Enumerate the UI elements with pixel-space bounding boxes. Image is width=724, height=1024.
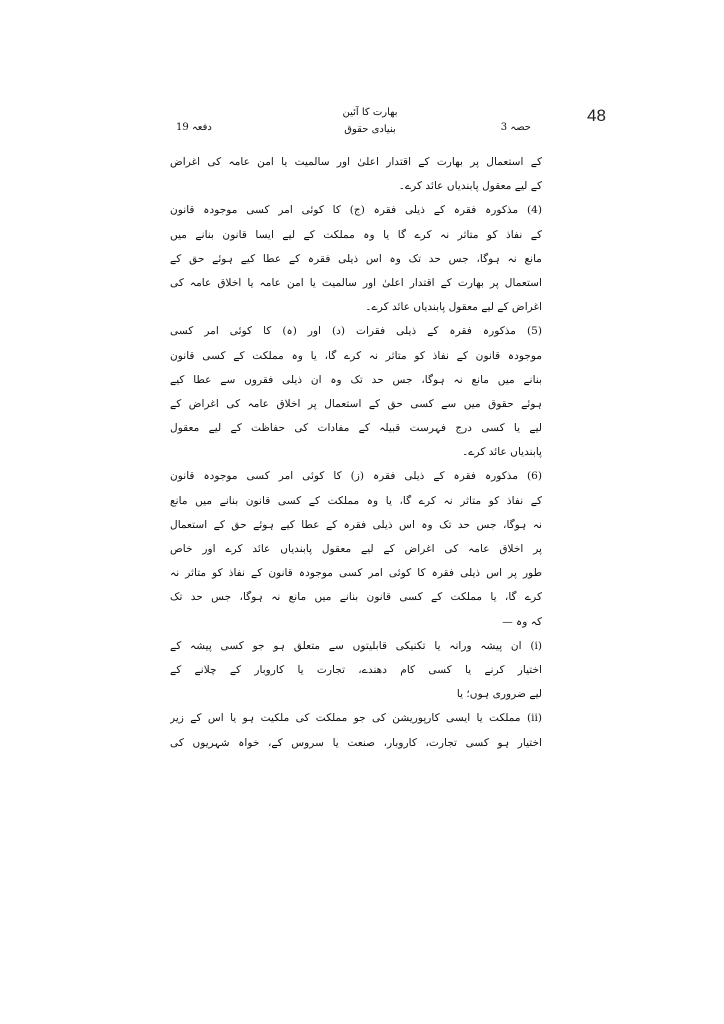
text-line: (4) مذکورہ فقرہ کے ذیلی فقرہ (ج) کا کوئی امر کسی موجودہ قانون — [170, 204, 542, 217]
text-line: اغراض کے لیے معقول پابندیاں عائد کرے۔ — [365, 301, 542, 314]
text-line: کے لیے معقول پابندیاں عائد کرے۔ — [398, 180, 542, 193]
text-line: موجودہ قانون کے نفاذ کو متاثر نہ کرے گا، یا وہ مملکت کے کسی قانون — [170, 349, 542, 362]
text-line: لیے ضروری ہوں؛ یا — [456, 688, 542, 701]
book-title: بھارت کا آئین — [342, 107, 398, 118]
text-line: کہ وہ — — [502, 615, 542, 628]
text-line: مانع نہ ہوگا، جس حد تک وہ اس ذیلی فقرہ کے عطا کیے ہوئے حق کے — [170, 252, 542, 265]
page-number: 48 — [587, 106, 606, 125]
text-line: بنانے میں مانع نہ ہوگا، جس حد تک وہ ان ذیلی فقروں سے عطا کیے — [170, 373, 542, 386]
text-line: کرے گا، یا مملکت کے کسی قانون بنانے میں مانع نہ ہوگا، جس حد تک — [170, 591, 542, 604]
text-line: پابندیاں عائد کرے۔ — [462, 446, 542, 459]
running-header — [300, 104, 440, 138]
part-label: حصہ 3 — [500, 122, 531, 133]
chapter-title: بنیادی حقوق — [344, 124, 396, 135]
text-line: کے نفاذ کو متاثر نہ کرے گا یا وہ مملکت کے لیے ایسا قانون بنانے میں — [170, 228, 542, 241]
text-line: (i) ان پیشہ ورانہ یا تکنیکی قابلیتوں سے متعلق ہو جو کسی پیشہ کے — [170, 639, 542, 652]
text-line: کے استعمال پر بھارت کے اقتدار اعلیٰ اور سالمیت یا امن عامہ کی اغراض — [170, 156, 542, 168]
text-line: اختیار کرنے یا کسی کام دھندے، تجارت یا کاروبار کے چلانے کے — [170, 663, 542, 676]
text-line: کے نفاذ کو متاثر نہ کرے گا، یا وہ مملکت کے کسی قانون بنانے میں مانع — [170, 494, 542, 507]
text-line: نہ ہوگا، جس حد تک وہ اس ذیلی فقرہ کے عطا کیے ہوئے حق کے استعمال — [170, 518, 542, 531]
text-line: ہوئے حقوق میں سے کسی حق کے استعمال پر اخلاق عامہ کی اغراض کے — [170, 397, 542, 410]
text-line: پر اخلاق عامہ کی اغراض کے لیے معقول پابندیاں عائد کرے اور خاص — [170, 543, 542, 555]
text-line: اختیار ہو کسی تجارت، کاروبار، صنعت یا سروس کے، خواہ شہریوں کی — [170, 736, 542, 749]
text-line: لیے یا کسی درج فہرست قبیلہ کے مفادات کی حفاظت کے لیے معقول — [170, 422, 542, 435]
text-line: (ii) مملکت یا ایسی کارپوریشن کی جو مملکت کی ملکیت ہو یا اس کے زیر — [170, 712, 542, 725]
body-text — [170, 150, 542, 755]
text-line: استعمال پر بھارت کے اقتدار اعلیٰ اور سالمیت یا امن عامہ یا اخلاق عامہ کی — [170, 276, 542, 289]
text-line: (6) مذکورہ فقرہ کے ذیلی فقرہ (ز) کا کوئی امر کسی موجودہ قانون — [170, 470, 542, 483]
text-line: (5) مذکورہ فقرہ کے ذیلی فقرات (د) اور (ہ) کا کوئی امر کسی — [170, 325, 542, 338]
article-label: دفعہ 19 — [176, 122, 212, 133]
text-line: طور پر اس ذیلی فقرہ کا کوئی امر کسی موجودہ قانون کے نفاذ کو متاثر نہ — [170, 567, 542, 580]
